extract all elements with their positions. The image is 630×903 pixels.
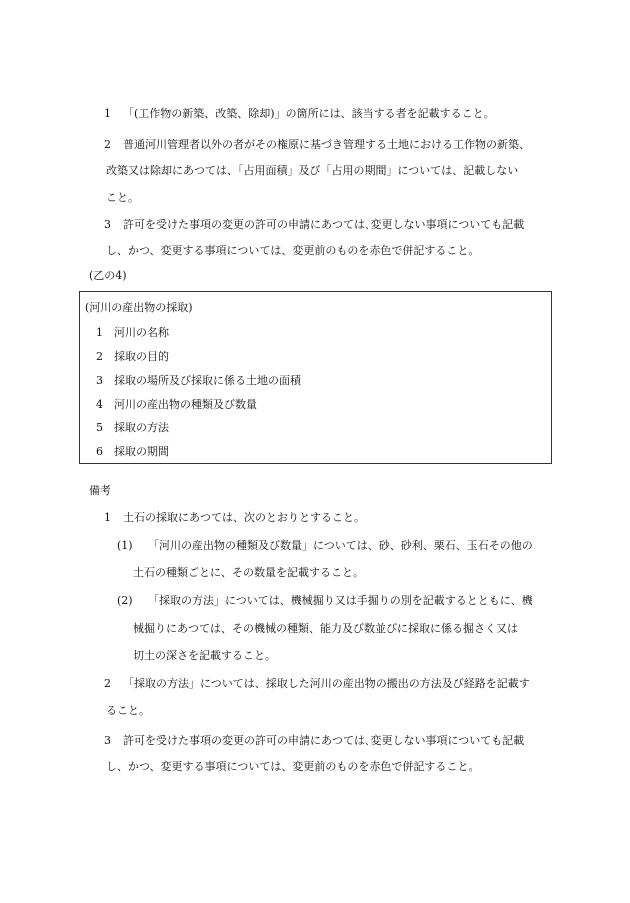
note-3-line-2: し、かつ、変更する事項については、変更前のものを赤色で併記すること。: [106, 244, 480, 257]
remark-1-sub-1-line-1: 「河川の産出物の種類及び数量」については、砂、砂利、栗石、玉石その他の: [148, 539, 533, 552]
remark-1-sub-2-number: (2): [117, 594, 133, 607]
box-item-4-text: 河川の産出物の種類及び数量: [114, 398, 257, 411]
box-item-2-text: 採取の目的: [114, 350, 169, 363]
note-2-line-2: 改築又は除却にあつては、「占用面積」及び「占用の期間」については、記載しない: [106, 164, 519, 177]
remark-2-number: 2: [104, 677, 111, 690]
box-item-1-text: 河川の名称: [114, 326, 169, 339]
remark-1-sub-2-line-3: 切土の深さを記載すること。: [133, 649, 276, 662]
remark-3-number: 3: [104, 734, 111, 747]
remark-3-line-2: し、かつ、変更する事項については、変更前のものを赤色で併記すること。: [106, 760, 480, 773]
note-2-number: 2: [104, 138, 111, 151]
box-item-6-text: 採取の期間: [114, 445, 169, 458]
box-item-5-text: 採取の方法: [114, 421, 169, 434]
note-2-line-1: 普通河川管理者以外の者がその権原に基づき管理する土地における工作物の新築、: [123, 138, 530, 151]
note-3-number: 3: [104, 218, 111, 231]
section-label: (乙の4): [89, 269, 127, 282]
box-item-2-number: 2: [96, 350, 103, 363]
remark-1-sub-1-number: (1): [117, 539, 133, 552]
note-1-number: 1: [104, 107, 111, 120]
remark-1-number: 1: [104, 511, 111, 524]
remark-3-line-1: 許可を受けた事項の変更の許可の申請にあつては､変更しない事項についても記載: [123, 734, 525, 747]
box-item-6-number: 6: [96, 445, 103, 458]
remark-1-sub-2-line-2: 械掘りにあつては、その機械の種類、能力及び数並びに採取に係る掘さく又は: [133, 622, 518, 635]
box-item-4-number: 4: [96, 398, 103, 411]
remark-1-sub-1-line-2: 土石の種類ごとに、その数量を記載すること。: [133, 566, 364, 579]
remark-1-text: 土石の採取にあつては、次のとおりとすること。: [123, 511, 365, 524]
note-2-line-3: こと。: [106, 191, 139, 204]
remark-2-line-1: 「採取の方法」については、採取した河川の産出物の搬出の方法及び経路を記載す: [123, 677, 530, 690]
box-title: (河川の産出物の採取): [85, 301, 193, 314]
remarks-heading: 備考: [89, 484, 111, 497]
remark-1-sub-2-line-1: 「採取の方法」については、機械掘り又は手掘りの別を記載するとともに、機: [148, 594, 533, 607]
box-item-1-number: 1: [96, 326, 103, 339]
box-item-5-number: 5: [96, 421, 103, 434]
box-item-3-number: 3: [96, 374, 103, 387]
note-1-line-1: 「(工作物の新築、改築、除却)」の箇所には、該当する者を記載すること。: [123, 107, 495, 120]
note-3-line-1: 許可を受けた事項の変更の許可の申請にあつては､変更しない事項についても記載: [123, 218, 525, 231]
box-item-3-text: 採取の場所及び採取に係る土地の面積: [114, 374, 301, 387]
remark-2-line-2: ること。: [106, 704, 150, 717]
